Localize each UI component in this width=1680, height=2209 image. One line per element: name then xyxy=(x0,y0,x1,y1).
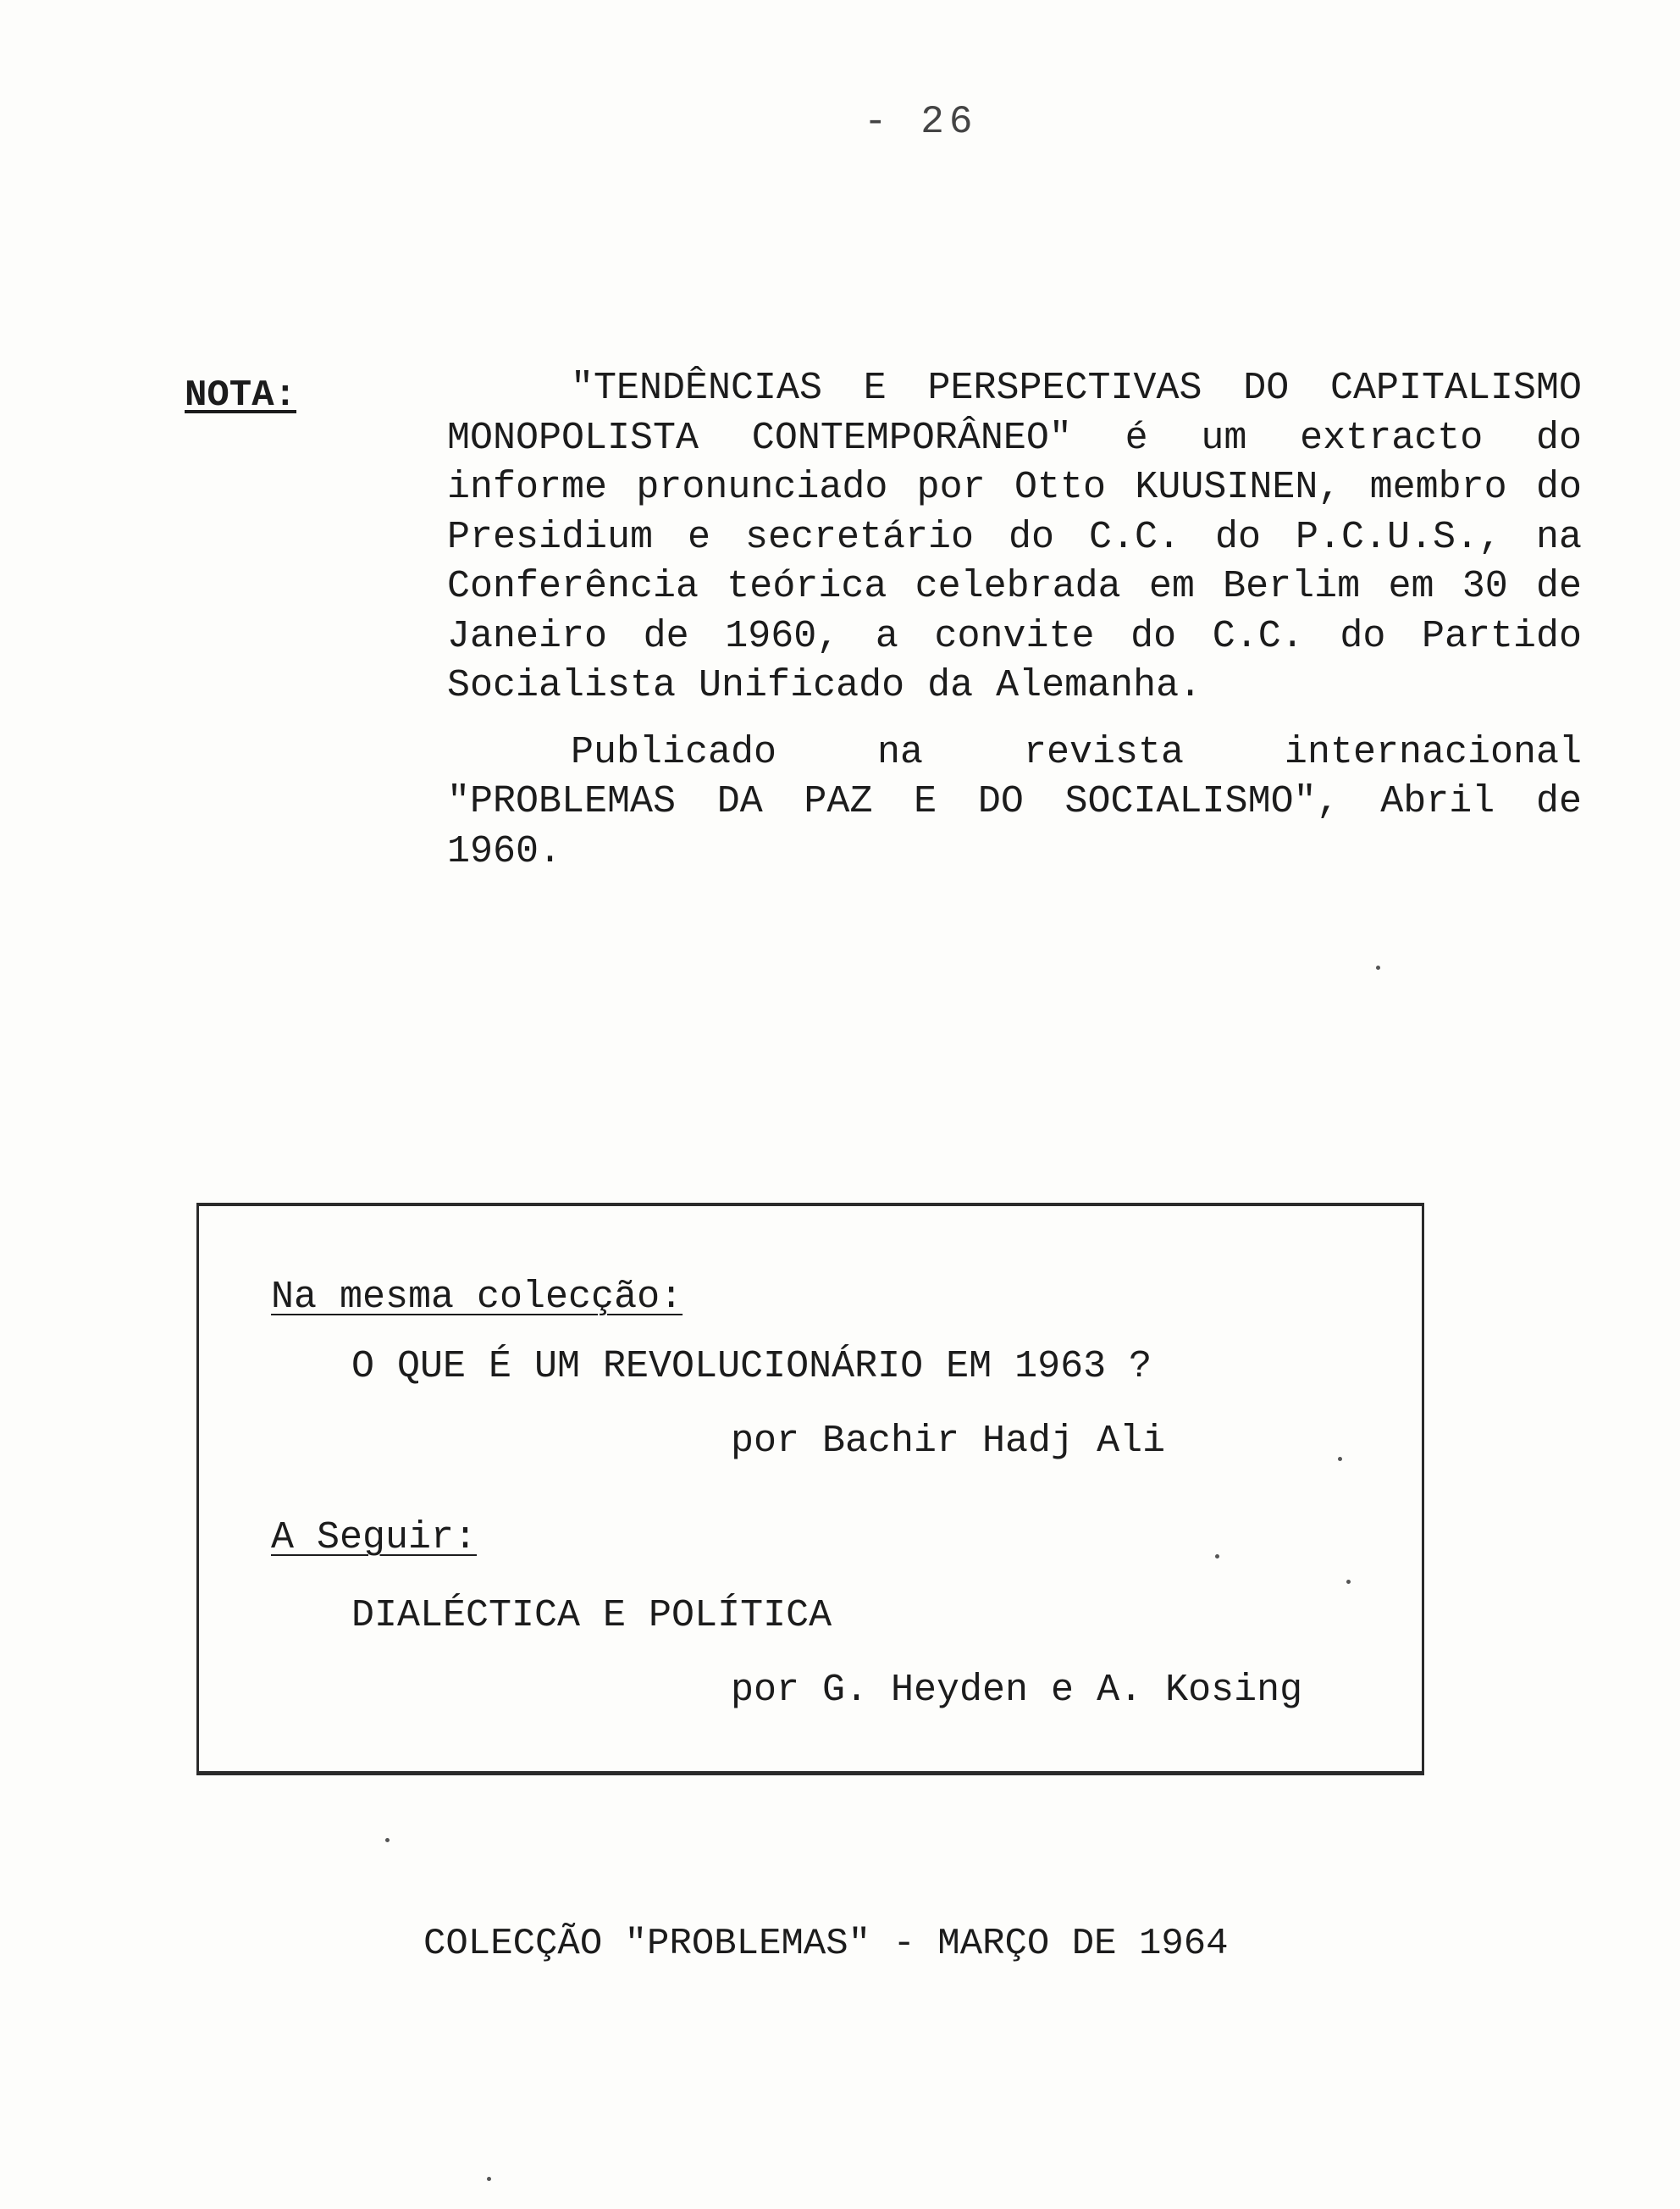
scan-speck xyxy=(1338,1457,1342,1461)
collection-box xyxy=(196,1203,1424,1775)
scan-speck xyxy=(1346,1580,1351,1584)
next-title: DIALÉCTICA E POLÍTICA xyxy=(351,1594,832,1637)
scan-speck xyxy=(487,2177,491,2181)
page-number: - 26 xyxy=(864,100,978,144)
same-collection-title: O QUE É UM REVOLUCIONÁRIO EM 1963 ? xyxy=(351,1345,1152,1388)
nota-paragraph-2: Publicado na revista internacional "PROBLEMAS DA PAZ E DO SOCIALISMO", Abril de 1960. xyxy=(447,730,1582,873)
scan-speck xyxy=(1376,966,1380,970)
scan-speck xyxy=(1215,1554,1219,1558)
nota-paragraph-1: "TENDÊNCIAS E PERSPECTIVAS DO CAPITALISMO MONOPOLISTA CONTEMPORÂNEO" é um extracto do informe pronunciado por Otto KUUSINEN, membro do Presidium e secretário do C.C. do P.C.U.S., na Conferência teórica celebrada em Berlim em 30 de Janeiro de 1960, a convite do C.C. do Partido Socialista Unificado da Alemanha. xyxy=(447,367,1582,707)
series-footer: COLECÇÃO "PROBLEMAS" - MARÇO DE 1964 xyxy=(423,1923,1229,1965)
nota-body xyxy=(447,364,1582,877)
same-collection-author: por Bachir Hadj Ali xyxy=(731,1420,1166,1463)
nota-label: NOTA: xyxy=(185,374,297,417)
scan-speck xyxy=(385,1838,390,1842)
next-heading: A Seguir: xyxy=(271,1516,478,1559)
same-collection-heading: Na mesma colecção: xyxy=(271,1276,683,1319)
next-author: por G. Heyden e A. Kosing xyxy=(731,1669,1303,1712)
